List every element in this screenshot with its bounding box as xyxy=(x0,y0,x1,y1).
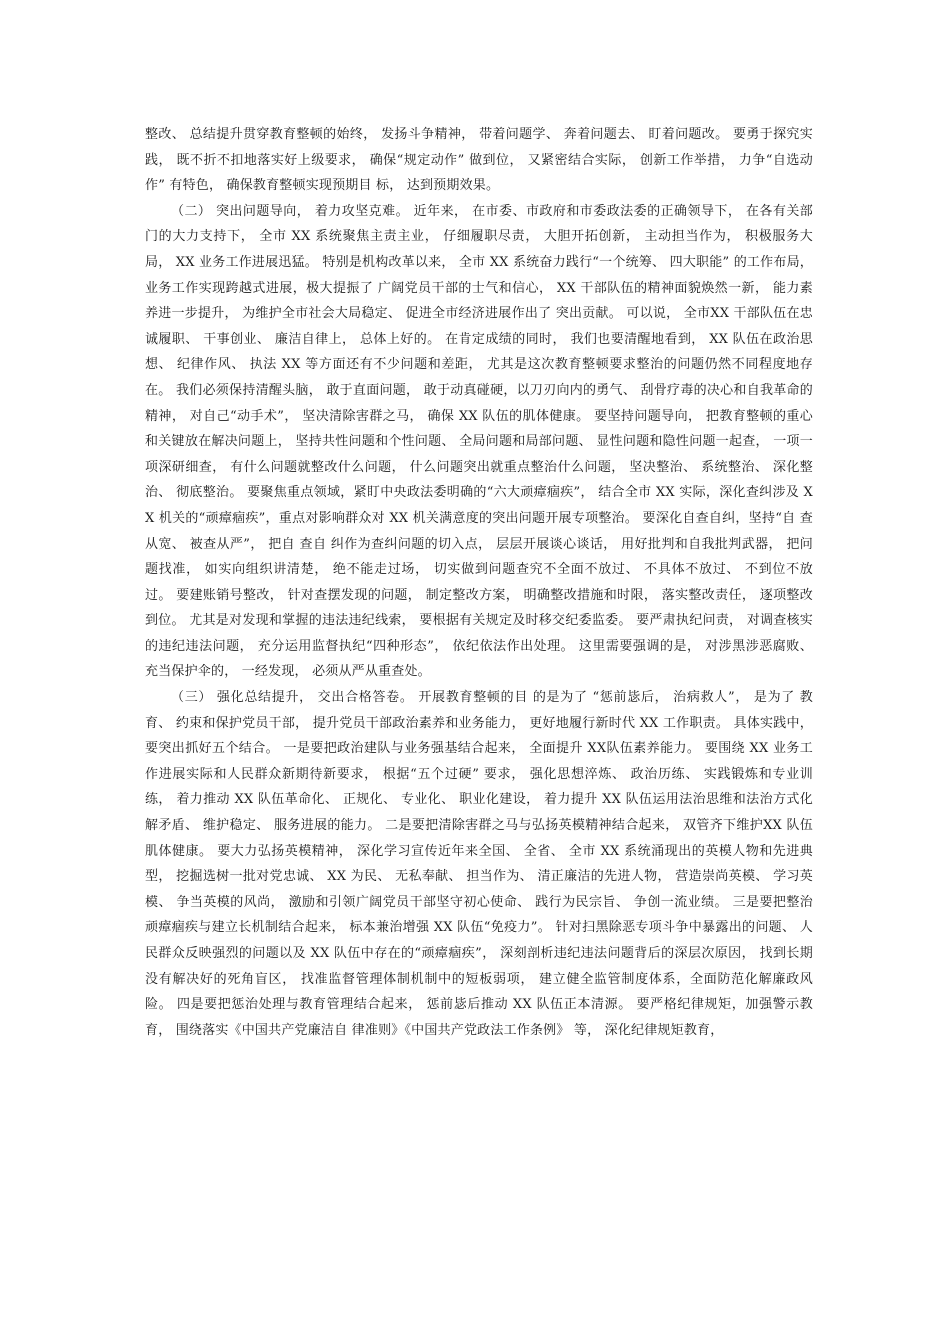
paragraph-section-two: （二） 突出问题导向， 着力攻坚克难。 近年来， 在市委、市政府和市委政法委的正确领导下， 在各有关部门的大力支持下， 全市 XX 系统聚焦主责主业， 仔细履职尽责， 大胆开拓创新， 主动担当作为， 积极服务大局， XX 业务工作进展迅猛。 特别是机构改革以来， 全市 XX 系统奋力践行“一个统筹、 四大职能” 的工作布局， 业务工作实现跨越式进展，极大提振了 广阔党员干部的士气和信心， XX 干部队伍的精神面貌焕然一新， 能力素养进一步提升， 为维护全市社会大局稳定、 促进全市经济进展作出了 突出贡献。 可以说， 全市XX 干部队伍在忠诚履职、 干事创业、 廉洁自律上， 总体上好的。 在肯定成绩的同时， 我们也要清醒地看到， XX 队伍在政治思想、 纪律作风、 执法 XX 等方面还有不少问题和差距， 尤其是这次教育整顿要求整治的问题仍然不同程度地存在。 我们必须保持清醒头脑， 敢于直面问题， 敢于动真碰硬，以刀刃向内的勇气、 刮骨疗毒的决心和自我革命的精神， 对自己“动手术”， 坚决清除害群之马， 确保 XX 队伍的肌体健康。 要坚持问题导向， 把教育整顿的重心和关键放在解决问题上， 坚持共性问题和个性问题、 全局问题和局部问题、 显性问题和隐性问题一起查， 一项一项深研细查， 有什么问题就整改什么问题， 什么问题突出就重点整治什么问题， 坚决整治、 系统整治、 深化整治、 彻底整治。 要聚焦重点领域，紧盯中央政法委明确的“六大顽瘴痼疾”， 结合全市 XX 实际，深化查纠涉及 XX 机关的“顽瘴痼疾”，重点对影响群众对 XX 机关满意度的突出问题开展专项整治。 要深化自查自纠，坚持“自 查从宽、 被查从严”， 把自 查自 纠作为查纠问题的切入点， 层层开展谈心谈话， 用好批判和自我批判武器， 把问题找准， 如实向组织讲清楚， 绝不能走过场， 切实做到问题查究不全面不放过、 不具体不放过、 不到位不放过。 要建账销号整改， 针对查摆发现的问题， 制定整改方案， 明确整改措施和时限， 落实整改责任， 逐项整改到位。 尤其是对发现和掌握的违法违纪线索， 要根据有关规定及时移交纪委监委。 要严肃执纪问责， 对调查核实的违纪违法问题， 充分运用监督执纪“四种形态”， 依纪依法作出处理。 这里需要强调的是， 对涉黑涉恶腐败、 充当保护伞的， 一经发现， 必须从严从重查处。 xyxy=(145,203,813,680)
paragraph-section-three: （三） 强化总结提升， 交出合格答卷。 开展教育整顿的目 的是为了 “惩前毖后， 治病救人”， 是为了 教育、 约束和保护党员干部， 提升党员干部政治素养和业务能力， 更好地履行新时代 XX 工作职责。 具体实践中， 要突出抓好五个结合。 一是要把政治建队与业务强基结合起来， 全面提升 XX队伍素养能力。 要围绕 XX 业务工作进展实际和人民群众新期待新要求， 根据“五个过硬” 要求， 强化思想淬炼、 政治历练、 实践锻炼和专业训练， 着力推动 XX 队伍革命化、 正规化、 专业化、 职业化建设， 着力提升 XX 队伍运用法治思维和法治方式化解矛盾、 维护稳定、 服务进展的能力。 二是要把清除害群之马与弘扬英模精神结合起来， 双管齐下维护XX 队伍肌体健康。 要大力弘扬英模精神， 深化学习宣传近年来全国、 全省、 全市 XX 系统涌现出的英模人物和先进典型， 挖掘选树一批对党忠诚、 XX 为民、 无私奉献、 担当作为、 清正廉洁的先进人物， 营造崇尚英模、 学习英模、 争当英模的风尚， 激励和引领广阔党员干部坚守初心使命、 践行为民宗旨、 争创一流业绩。 三是要把整治顽瘴痼疾与建立长机制结合起来， 标本兼治增强 XX 队伍“免疫力”。 针对扫黑除恶专项斗争中暴露出的问题、 人民群众反映强烈的问题以及 XX 队伍中存在的“顽瘴痼疾”， 深刻剖析违纪违法问题背后的深层次原因， 找到长期没有解决好的死角盲区， 找准监督管理体制机制中的短板弱项， 建立健全监管制度体系，全面防范化解廉政风险。 四是要把惩治处理与教育管理结合起来， 惩前毖后推动 XX 队伍正本清源。 要严格纪律规矩，加强警示教育， 围绕落实《中国共产党廉洁自 律准则》《中国共产党政法工作条例》 等， 深化纪律规矩教育， xyxy=(145,690,813,1038)
document-body xyxy=(145,122,813,1043)
paragraph-continuation: 整改、 总结提升贯穿教育整顿的始终， 发扬斗争精神， 带着问题学、 奔着问题去、 盯着问题改。 要勇于探究实践， 既不折不扣地落实好上级要求， 确保“规定动作” 做到位， 又紧密结合实际， 创新工作举措， 力争“自选动作” 有特色， 确保教育整顿实现预期目 标， 达到预期效果。 xyxy=(145,127,813,194)
